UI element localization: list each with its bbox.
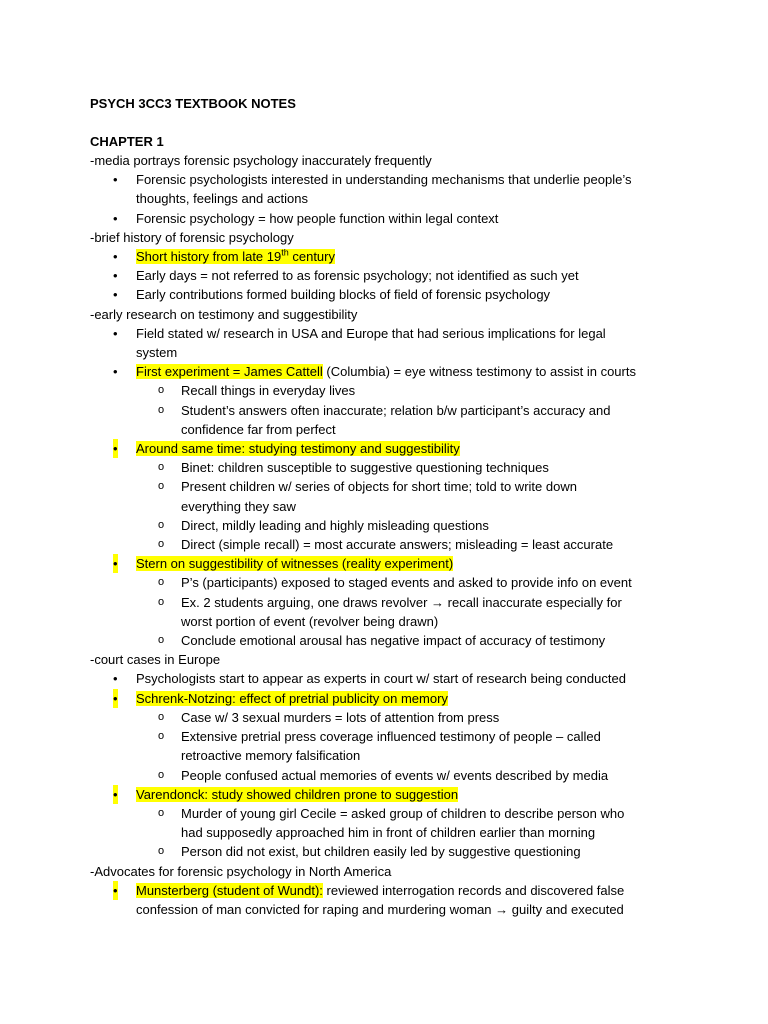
highlighted-text: First experiment = James Cattell (136, 364, 323, 380)
sub-bullet-item (0, 593, 768, 612)
bullet-text: guilty and executed (508, 901, 624, 917)
sub-bullet-text: People confused actual memories of events w/ events described by media (181, 767, 609, 783)
bullet-text: Forensic psychology = how people function within legal context (136, 210, 499, 226)
topic-line: -media portrays forensic psychology inaccurately frequently (90, 153, 432, 168)
sub-bullet-text: Direct (simple recall) = most accurate answers; misleading = least accurate (181, 537, 614, 553)
sub-bullet-item (0, 804, 768, 823)
chapter-heading: CHAPTER 1 (90, 134, 164, 149)
sub-bullet-item (0, 381, 768, 400)
sub-bullet-text: Person did not exist, but children easily led by suggestive questioning (181, 844, 581, 860)
bullet-continuation: thoughts, feelings and actions (136, 191, 309, 207)
sub-bullet-item (0, 535, 768, 554)
bullet-continuation: system (136, 345, 178, 361)
superscript: th (281, 247, 289, 258)
sub-bullet-text: P’s (participants) exposed to staged events and asked to provide info on event (181, 575, 632, 591)
notes-body (0, 151, 768, 919)
sub-bullet-text: Conclude emotional arousal has negative impact of accuracy of testimony (181, 633, 606, 649)
bullet-item (0, 266, 768, 285)
bullet-icon: • (113, 287, 118, 303)
bullet-icon: • (113, 671, 118, 687)
highlighted-text: Stern on suggestibility of witnesses (reality experiment) (136, 556, 454, 572)
bullet-icon: • (113, 268, 118, 284)
bullet-icon: • (113, 172, 118, 188)
sub-bullet-item (0, 401, 768, 420)
bullet-item (0, 209, 768, 228)
bullet-item (0, 669, 768, 688)
bullet-item (0, 554, 768, 573)
sub-bullet-icon: o (158, 576, 165, 589)
highlighted-text: Around same time: studying testimony and suggestibility (136, 441, 460, 457)
topic-line: -brief history of forensic psychology (90, 229, 294, 245)
bullet-item (0, 170, 768, 189)
sub-bullet-icon: o (158, 595, 165, 608)
topic-line: -Advocates for forensic psychology in North America (90, 863, 392, 879)
sub-bullet-text: Case w/ 3 sexual murders = lots of attention from press (181, 709, 500, 725)
highlight-part: Short history from late 19 (136, 249, 282, 265)
sub-bullet-continuation: retroactive memory falsification (181, 748, 361, 764)
sub-bullet-icon: o (158, 768, 165, 781)
sub-bullet-icon: o (158, 806, 165, 819)
sub-bullet-text: Student’s answers often inaccurate; relation b/w participant’s accuracy and (181, 402, 611, 418)
topic-line: -court cases in Europe (90, 652, 221, 668)
sub-bullet-icon: o (158, 461, 165, 474)
bullet-item (0, 362, 768, 381)
bullet-text: (Columbia) = eye witness testimony to assist in courts (322, 364, 636, 380)
sub-bullet-item (0, 458, 768, 477)
topic-line: -early research on testimony and suggestibility (90, 306, 358, 322)
sub-bullet-icon: o (158, 403, 165, 416)
sub-bullet-item (0, 631, 768, 650)
sub-bullet-icon: o (158, 845, 165, 858)
sub-bullet-continuation: had supposedly approached him in front of children earlier than morning (181, 825, 596, 841)
bullet-text: Early days = not referred to as forensic psychology; not identified as such yet (136, 268, 579, 284)
bullet-text: confession of man convicted for raping and murdering woman (136, 901, 496, 917)
sub-bullet-continuation: worst portion of event (revolver being drawn) (181, 613, 439, 629)
sub-bullet-text: Extensive pretrial press coverage influenced testimony of people – called (181, 729, 601, 745)
bullet-item (0, 324, 768, 343)
bullet-icon: • (113, 325, 118, 341)
sub-bullet-item (0, 477, 768, 496)
bullet-icon: • (113, 210, 118, 226)
bullet-text: Field stated w/ research in USA and Europe that had serious implications for legal (136, 325, 606, 341)
highlighted-text: Schrenk-Notzing: effect of pretrial publicity on memory (136, 690, 448, 706)
highlighted-text: Varendonck: study showed children prone to suggestion (136, 786, 459, 802)
sub-bullet-text: Binet: children susceptible to suggestive questioning techniques (181, 460, 549, 476)
bullet-icon: • (113, 554, 118, 573)
bullet-icon: • (113, 785, 118, 804)
bullet-item (0, 881, 768, 900)
sub-bullet-icon: o (158, 480, 165, 493)
arrow-icon: → (431, 594, 445, 610)
sub-bullet-icon: o (158, 538, 165, 551)
document-title: PSYCH 3CC3 TEXTBOOK NOTES (90, 96, 296, 111)
sub-bullet-item (0, 766, 768, 785)
bullet-item (0, 285, 768, 304)
bullet-text: Early contributions formed building blocks of field of forensic psychology (136, 287, 551, 303)
sub-bullet-text: Ex. 2 students arguing, one draws revolver (181, 594, 432, 610)
sub-bullet-icon: o (158, 384, 165, 397)
bullet-icon: • (113, 881, 118, 900)
sub-bullet-item (0, 708, 768, 727)
bullet-icon: • (113, 689, 118, 708)
bullet-text: reviewed interrogation records and discovered false (322, 882, 625, 898)
sub-bullet-item (0, 573, 768, 592)
bullet-text: Forensic psychologists interested in understanding mechanisms that underlie people’s (136, 172, 632, 188)
bullet-item (0, 785, 768, 804)
sub-bullet-icon: o (158, 518, 165, 531)
sub-bullet-icon: o (158, 730, 165, 743)
sub-bullet-text: Recall things in everyday lives (181, 383, 356, 399)
bullet-icon: • (113, 249, 118, 265)
bullet-continuation (0, 900, 768, 919)
sub-bullet-item (0, 842, 768, 861)
highlighted-text (136, 249, 335, 264)
sub-bullet-text: Murder of young girl Cecile = asked group of children to describe person who (181, 805, 625, 821)
arrow-icon: → (495, 901, 509, 917)
sub-bullet-icon: o (158, 710, 165, 723)
sub-bullet-item (0, 516, 768, 535)
bullet-item (0, 247, 768, 266)
sub-bullet-text: Direct, mildly leading and highly misleading questions (181, 517, 489, 533)
highlighted-text: Munsterberg (student of Wundt): (136, 882, 323, 898)
bullet-text: Psychologists start to appear as experts in court w/ start of research being conducted (136, 671, 626, 687)
sub-bullet-icon: o (158, 634, 165, 647)
bullet-item (0, 439, 768, 458)
highlight-part: century (288, 249, 335, 265)
bullet-item (0, 689, 768, 708)
sub-bullet-continuation: everything they saw (181, 498, 296, 514)
sub-bullet-continuation: confidence far from perfect (181, 421, 336, 437)
bullet-icon: • (113, 364, 118, 380)
sub-bullet-item (0, 727, 768, 746)
sub-bullet-text: recall inaccurate especially for (444, 594, 622, 610)
sub-bullet-text: Present children w/ series of objects for short time; told to write down (181, 479, 577, 495)
bullet-icon: • (113, 439, 118, 458)
